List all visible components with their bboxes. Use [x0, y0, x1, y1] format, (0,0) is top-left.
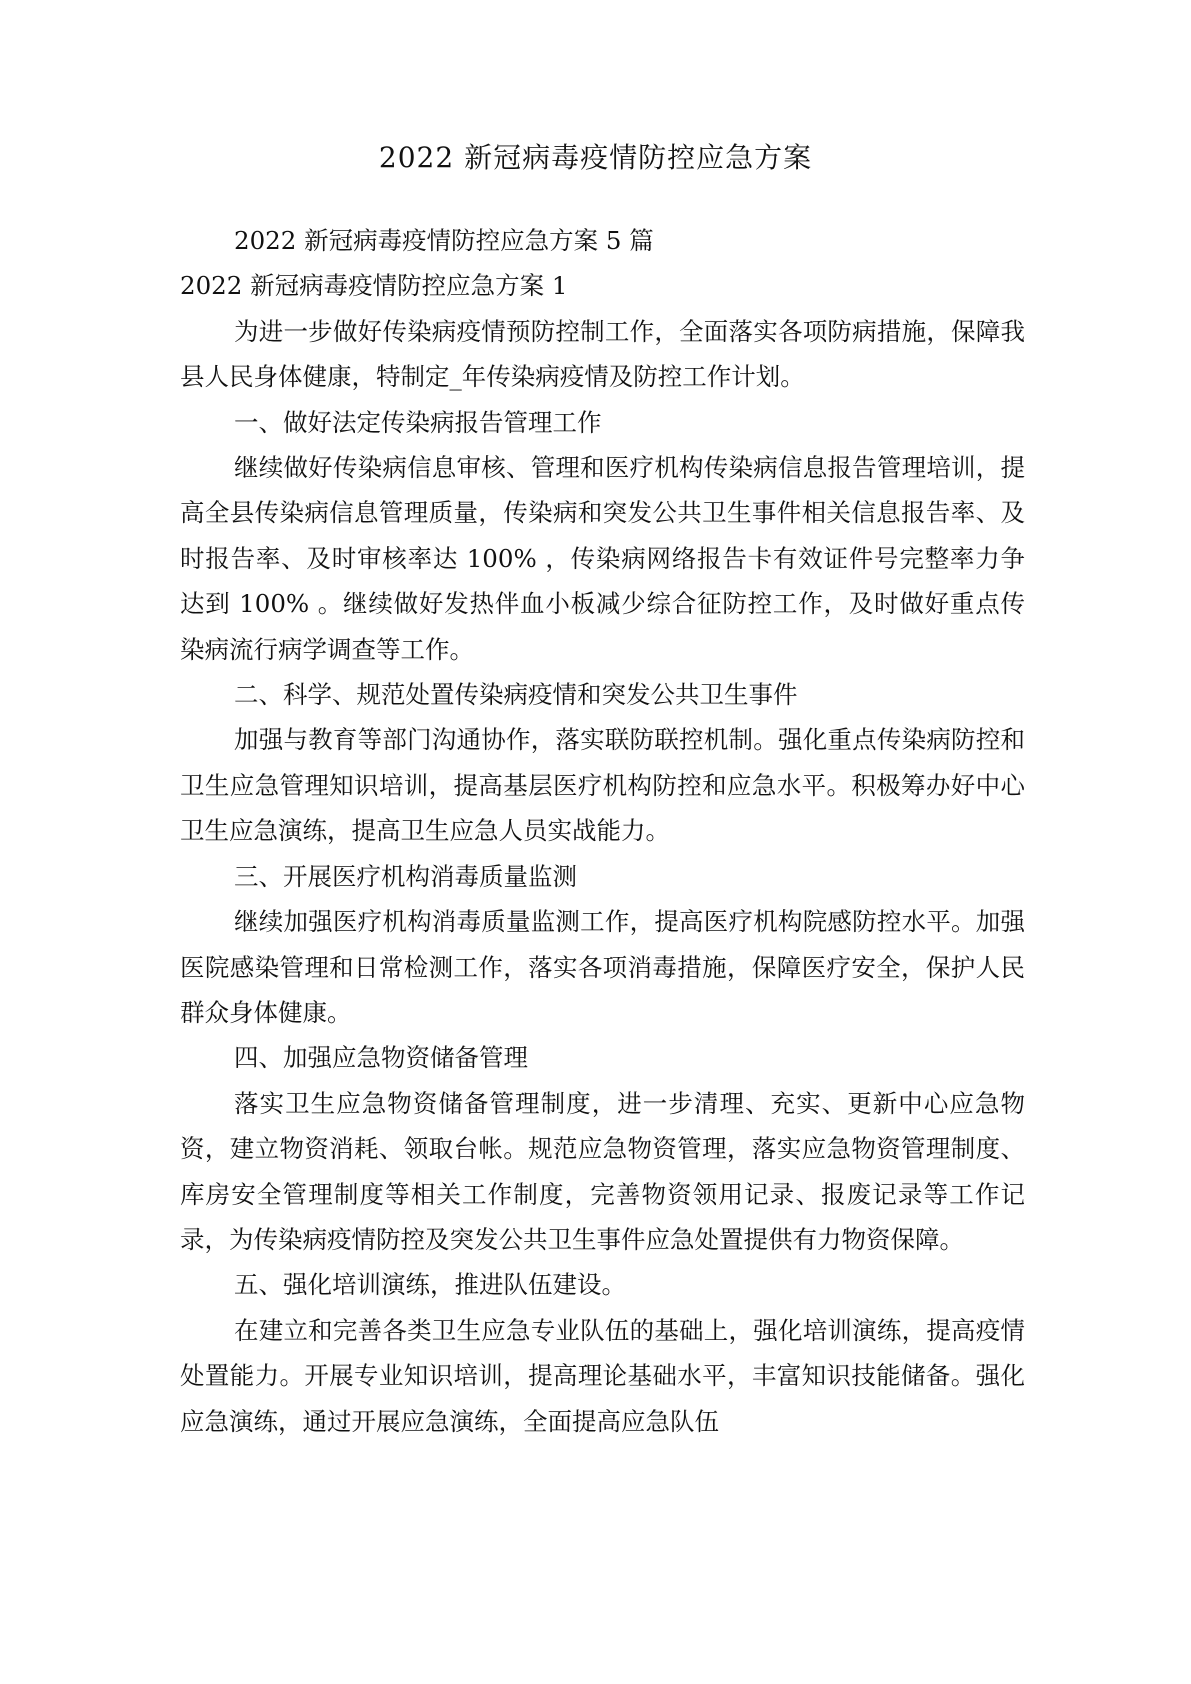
section-heading-4: 四、加强应急物资储备管理 [234, 1043, 528, 1073]
section-heading-3: 三、开展医疗机构消毒质量监测 [234, 861, 577, 891]
paragraph-section-4: 落实卫生应急物资储备管理制度，进一步清理、充实、更新中心应急物资，建立物资消耗、领取台帐。规范应急物资管理，落实应急物资管理制度、库房安全管理制度等相关工作制度，完善物资领用记录、报废记录等工作记录，为传染病疫情防控及突发公共卫生事件应急处置提供有力物资保障。 [180, 1088, 1025, 1254]
paragraph-section-2: 加强与教育等部门沟通协作，落实联防联控机制。强化重点传染病防控和卫生应急管理知识培训，提高基层医疗机构防控和应急水平。积极筹办好中心卫生应急演练，提高卫生应急人员实战能力。 [180, 725, 1025, 846]
document-body [180, 218, 1025, 1444]
paragraph-section-5: 在建立和完善各类卫生应急专业队伍的基础上，强化培训演练，提高疫情处置能力。开展专业知识培训，提高理论基础水平，丰富知识技能储备。强化应急演练，通过开展应急演练，全面提高应急队伍 [180, 1315, 1025, 1436]
document-subtitle: 2022 新冠病毒疫情防控应急方案 5 篇 [234, 226, 654, 255]
paragraph-section-1: 继续做好传染病信息审核、管理和医疗机构传染病信息报告管理培训，提高全县传染病信息管理质量，传染病和突发公共卫生事件相关信息报告率、及时报告率、及时审核率达 100% ，传染病网络报告卡有效证件号完整率力争达到 100% 。继续做好发热伴血小板减少综合征防控工作，及时做好重点传染病流行病学调查等工作。 [180, 453, 1025, 664]
paragraph-intro: 为进一步做好传染病疫情预防控制工作，全面落实各项防病措施，保障我县人民身体健康，特制定_年传染病疫情及防控工作计划。 [180, 316, 1025, 392]
document-title: 2022 新冠病毒疫情防控应急方案 [378, 141, 813, 174]
section-heading-2: 二、科学、规范处置传染病疫情和突发公共卫生事件 [234, 680, 798, 710]
part-heading: 2022 新冠病毒疫情防控应急方案 1 [180, 271, 568, 301]
section-heading-1: 一、做好法定传染病报告管理工作 [234, 407, 602, 437]
section-heading-5: 五、强化培训演练，推进队伍建设。 [234, 1270, 626, 1300]
paragraph-section-3: 继续加强医疗机构消毒质量监测工作，提高医疗机构院感防控水平。加强医院感染管理和日常检测工作，落实各项消毒措施，保障医疗安全，保护人民群众身体健康。 [180, 907, 1025, 1027]
